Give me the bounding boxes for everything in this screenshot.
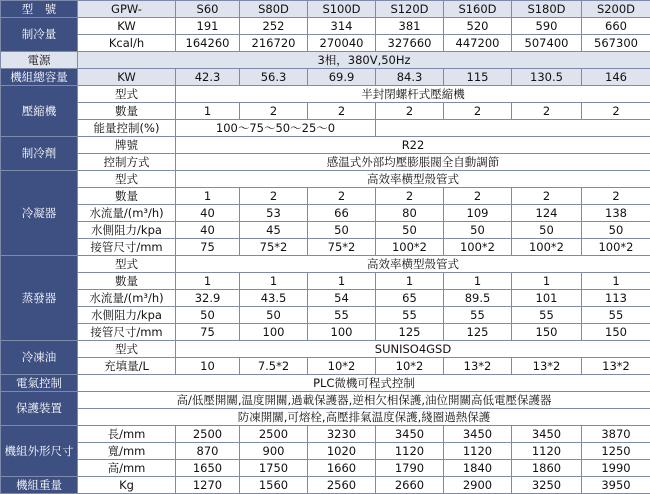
value-cell: 1650 [176, 460, 240, 477]
value-cell: 1 [444, 273, 512, 290]
value-cell: 3450 [376, 426, 444, 443]
electrical-value: PLC微機可程式控制 [78, 375, 650, 392]
protection-line-2: 防凍開關,可熔栓,高壓排氣温度保護,綫圈過熱保護 [78, 409, 650, 426]
power-supply-label: 電源 [1, 52, 78, 69]
value-cell: 138 [582, 205, 650, 222]
value-cell: 2500 [240, 426, 308, 443]
value-cell: 50 [240, 307, 308, 324]
protection-label: 保護裝置 [1, 392, 78, 426]
unit-label: KW [78, 69, 176, 86]
value-cell: 252 [240, 18, 308, 35]
condenser-pipe-row [1, 239, 650, 256]
row-label: 型式 [78, 171, 176, 188]
row-label: 數量 [78, 188, 176, 205]
value-cell: 1120 [376, 443, 444, 460]
dimension-height-row [1, 460, 650, 477]
value-cell: 660 [582, 18, 650, 35]
value-cell: 1990 [582, 460, 650, 477]
value-cell: 50 [444, 222, 512, 239]
value-cell: 113 [582, 290, 650, 307]
value-cell: 150 [512, 324, 582, 341]
value-cell: 50 [512, 222, 582, 239]
dimension-width-row [1, 443, 650, 460]
value-cell: 1560 [240, 477, 308, 494]
cooling-kcal-row [1, 35, 650, 52]
value-cell: 50 [176, 307, 240, 324]
value-cell: 1660 [308, 460, 376, 477]
evaporator-resistance-row [1, 307, 650, 324]
value-cell: 13*2 [582, 358, 650, 375]
row-label: 數量 [78, 103, 176, 120]
value-cell: 115 [444, 69, 512, 86]
row-label: 寬/mm [78, 443, 176, 460]
power-supply-row [1, 52, 650, 69]
value-cell: 100 [308, 324, 376, 341]
condenser-type-value: 高效率横型殼管式 [176, 171, 650, 188]
value-cell: 2 [582, 188, 650, 205]
value-cell: 1250 [582, 443, 650, 460]
value-cell: 55 [376, 307, 444, 324]
value-cell: 10*2 [376, 358, 444, 375]
value-cell: 125 [376, 324, 444, 341]
value-cell: 100*2 [582, 239, 650, 256]
model-cell: S80D [240, 1, 308, 18]
model-cell: S100D [308, 1, 376, 18]
value-cell: 53 [240, 205, 308, 222]
value-cell: 32.9 [176, 290, 240, 307]
value-cell: 2660 [376, 477, 444, 494]
value-cell: 3450 [444, 426, 512, 443]
value-cell: 100*2 [376, 239, 444, 256]
value-cell: 125 [444, 324, 512, 341]
value-cell: 567300 [582, 35, 650, 52]
value-cell: 146 [582, 69, 650, 86]
protection-row-1 [1, 392, 650, 409]
row-label: 牌號 [78, 137, 176, 154]
evaporator-type-value: 高效率横型殼管式 [176, 256, 650, 273]
value-cell: 2 [240, 188, 308, 205]
row-label: 水流量/(m³/h) [78, 205, 176, 222]
value-cell: 2 [582, 103, 650, 120]
value-cell: 50 [582, 222, 650, 239]
value-cell: 520 [444, 18, 512, 35]
row-label: 型式 [78, 341, 176, 358]
row-label: 接管尺寸/mm [78, 239, 176, 256]
refrigerant-label: 制冷劑 [1, 137, 78, 171]
value-cell: 150 [582, 324, 650, 341]
value-cell: 507400 [512, 35, 582, 52]
compressor-count-row [1, 103, 650, 120]
model-cell: S60 [176, 1, 240, 18]
value-cell: 89.5 [444, 290, 512, 307]
value-cell: 1 [376, 273, 444, 290]
row-label: 長/mm [78, 426, 176, 443]
unit-label: Kg [78, 477, 176, 494]
value-cell: 2 [444, 103, 512, 120]
value-cell: 10 [176, 358, 240, 375]
row-label: 型式 [78, 86, 176, 103]
value-cell: 69.9 [308, 69, 376, 86]
protection-row-2 [1, 409, 650, 426]
value-cell: 1 [176, 103, 240, 120]
model-cell: S180D [512, 1, 582, 18]
model-row [1, 1, 650, 18]
model-cell: S200D [582, 1, 650, 18]
value-cell: 3950 [582, 477, 650, 494]
value-cell: 1120 [444, 443, 512, 460]
row-label: 能量控制(%) [78, 120, 176, 137]
condenser-label: 冷凝器 [1, 171, 78, 256]
value-cell: 100*2 [444, 239, 512, 256]
value-cell: 314 [308, 18, 376, 35]
value-cell: 13*2 [512, 358, 582, 375]
row-label: 型式 [78, 256, 176, 273]
value-cell: 66 [308, 205, 376, 222]
value-cell: 1 [240, 273, 308, 290]
refrigerant-brand-value: R22 [176, 137, 650, 154]
value-cell: 55 [444, 307, 512, 324]
value-cell: 381 [376, 18, 444, 35]
value-cell: 75 [176, 324, 240, 341]
row-label: 水側阻力/kpa [78, 307, 176, 324]
value-cell: 100*2 [512, 239, 582, 256]
row-label: 充填量/L [78, 358, 176, 375]
compressor-type-value: 半封閉螺杆式壓縮機 [176, 86, 650, 103]
value-cell: 42.3 [176, 69, 240, 86]
value-cell: 1120 [512, 443, 582, 460]
value-cell: 101 [512, 290, 582, 307]
value-cell: 7.5*2 [240, 358, 308, 375]
compressor-control-row [1, 120, 650, 137]
refrigerant-brand-row [1, 137, 650, 154]
value-cell: 109 [444, 205, 512, 222]
series-label: GPW- [78, 1, 176, 18]
value-cell: 55 [308, 307, 376, 324]
oil-type-value: SUNISO4GSD [176, 341, 650, 358]
refrigerant-control-value: 感温式外部均壓膨脹閥全自動調節 [176, 154, 650, 171]
row-label: 高/mm [78, 460, 176, 477]
electrical-row [1, 375, 650, 392]
value-cell: 270040 [308, 35, 376, 52]
protection-line-1: 高/低壓開關,温度開關,過載保護器,逆相欠相保護,油位開關高低電壓保護器 [78, 392, 650, 409]
compressor-label: 壓縮機 [1, 86, 78, 137]
value-cell: 2 [512, 188, 582, 205]
value-cell: 10*2 [308, 358, 376, 375]
oil-charge-row [1, 358, 650, 375]
value-cell: 1 [176, 188, 240, 205]
value-cell: 3450 [512, 426, 582, 443]
value-cell: 50 [376, 222, 444, 239]
model-header-label: 型 號 [1, 1, 78, 18]
unit-label: Kcal/h [78, 35, 176, 52]
condenser-resistance-row [1, 222, 650, 239]
weight-row [1, 477, 650, 494]
condenser-flow-row [1, 205, 650, 222]
oil-label: 冷凍油 [1, 341, 78, 375]
value-cell: 84.3 [376, 69, 444, 86]
value-cell: 1 [512, 273, 582, 290]
model-cell: S160D [444, 1, 512, 18]
compressor-type-row [1, 86, 650, 103]
evaporator-type-row [1, 256, 650, 273]
value-cell: 1 [582, 273, 650, 290]
value-cell: 2 [376, 188, 444, 205]
refrigerant-control-row [1, 154, 650, 171]
value-cell: 164260 [176, 35, 240, 52]
value-cell: 56.3 [240, 69, 308, 86]
condenser-count-row [1, 188, 650, 205]
value-cell: 2 [308, 103, 376, 120]
value-cell: 191 [176, 18, 240, 35]
evaporator-flow-row [1, 290, 650, 307]
value-cell: 2 [376, 103, 444, 120]
value-cell: 1860 [512, 460, 582, 477]
row-label: 控制方式 [78, 154, 176, 171]
value-cell: 1020 [308, 443, 376, 460]
value-cell: 870 [176, 443, 240, 460]
value-cell: 2900 [444, 477, 512, 494]
total-power-label: 機組總容量 [1, 69, 78, 86]
capacity-control-value: 100～75～50～25～0 [176, 120, 376, 137]
condenser-type-row [1, 171, 650, 188]
value-cell: 75*2 [308, 239, 376, 256]
value-cell: 2560 [308, 477, 376, 494]
value-cell: 43.5 [240, 290, 308, 307]
total-power-row [1, 69, 650, 86]
value-cell: 40 [176, 222, 240, 239]
row-label: 接管尺寸/mm [78, 324, 176, 341]
value-cell: 590 [512, 18, 582, 35]
model-cell: S120D [376, 1, 444, 18]
cooling-capacity-label: 制冷量 [1, 18, 78, 52]
unit-label: KW [78, 18, 176, 35]
value-cell: 130.5 [512, 69, 582, 86]
value-cell: 216720 [240, 35, 308, 52]
row-label: 水流量/(m³/h) [78, 290, 176, 307]
value-cell: 3230 [308, 426, 376, 443]
value-cell: 1 [176, 273, 240, 290]
value-cell: 124 [512, 205, 582, 222]
oil-type-row [1, 341, 650, 358]
row-label: 水側阻力/kpa [78, 222, 176, 239]
value-cell: 100 [240, 324, 308, 341]
value-cell: 1 [308, 273, 376, 290]
value-cell: 40 [176, 205, 240, 222]
value-cell: 327660 [376, 35, 444, 52]
value-cell: 75*2 [240, 239, 308, 256]
evaporator-pipe-row [1, 324, 650, 341]
value-cell: 54 [308, 290, 376, 307]
value-cell: 80 [376, 205, 444, 222]
value-cell: 65 [376, 290, 444, 307]
row-label: 數量 [78, 273, 176, 290]
value-cell: 2 [240, 103, 308, 120]
value-cell: 55 [582, 307, 650, 324]
value-cell: 3870 [582, 426, 650, 443]
weight-label: 機組重量 [1, 477, 78, 494]
value-cell: 2500 [176, 426, 240, 443]
power-supply-value: 3相，380V,50Hz [78, 52, 650, 69]
value-cell: 3250 [512, 477, 582, 494]
dimension-length-row [1, 426, 650, 443]
value-cell: 2 [444, 188, 512, 205]
evaporator-label: 蒸發器 [1, 256, 78, 341]
value-cell: 1790 [376, 460, 444, 477]
value-cell: 1270 [176, 477, 240, 494]
value-cell: 75 [176, 239, 240, 256]
value-cell: 45 [240, 222, 308, 239]
dimensions-label: 機組外形尺寸 [1, 426, 78, 477]
evaporator-count-row [1, 273, 650, 290]
value-cell: 1840 [444, 460, 512, 477]
value-cell: 900 [240, 443, 308, 460]
value-cell: 50 [308, 222, 376, 239]
value-cell: 2 [512, 103, 582, 120]
value-cell: 1750 [240, 460, 308, 477]
value-cell: 447200 [444, 35, 512, 52]
cooling-kw-row [1, 18, 650, 35]
value-cell: 2 [308, 188, 376, 205]
electrical-label: 電氣控制 [1, 375, 78, 392]
value-cell: 55 [512, 307, 582, 324]
value-cell: 13*2 [444, 358, 512, 375]
